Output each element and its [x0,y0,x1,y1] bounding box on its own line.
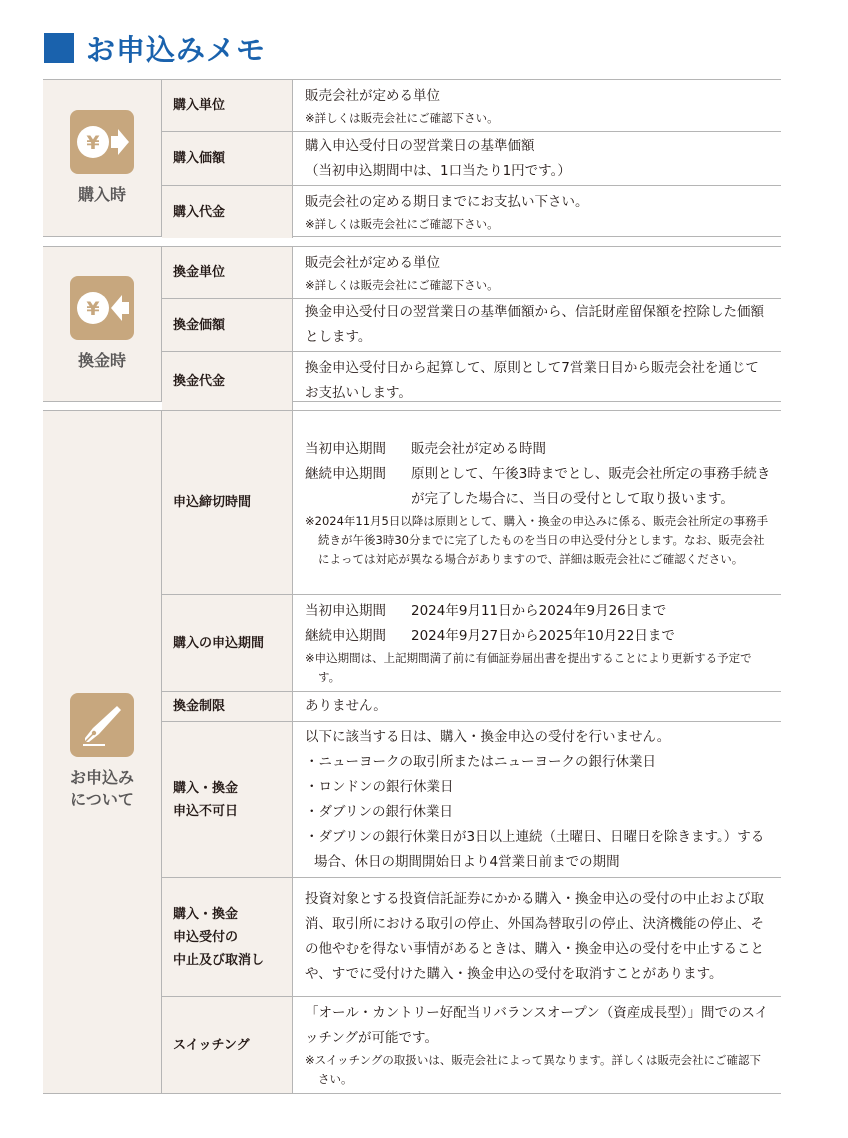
row-label-redemption-limit: 換金制限 [162,692,293,721]
row-label-switching: スイッチング [162,997,293,1093]
row-content [293,186,781,238]
row-label-redemption-price: 換金価額 [162,299,293,351]
row-label-purchase-unit: 購入単位 [162,80,293,131]
content-note: ※2024年11月5日以降は原則として、購入・換金の申込みに係る、販売会社所定の事務手続きが午後3時30分までに完了したものを当日の申込受付分とします。なお、販売会社によっては対応が異なる場合がありますので、詳細は販売会社にご確認ください。 [305,513,769,566]
row-content [293,692,781,721]
period-line [305,437,771,462]
table-row [162,877,781,996]
period-label: 当初申込期間 [305,603,386,620]
yen-arrow-right-icon [70,110,134,174]
row-content [293,411,781,594]
page-header [44,28,266,68]
row-label-purchase-payment: 購入代金 [162,186,293,238]
row-content [293,722,781,877]
row-content [293,132,781,185]
content-text: ありません。 [305,698,387,715]
content-text: 販売会社が定める単位 [305,254,440,271]
content-text: 以下に該当する日は、購入・換金申込の受付を行いません。 [305,728,671,745]
period-line [305,599,771,624]
table-row [162,131,781,185]
content-note: ※詳しくは販売会社にご確認下さい。 [305,110,499,125]
row-label-application-period: 購入の申込期間 [162,595,293,691]
table-row [162,691,781,721]
application-section [43,410,781,1094]
content-text: 換金申込受付日から起算して、原則として7営業日目から販売会社を通じてお支払いします。 [305,360,759,401]
period-label: 当初申込期間 [305,440,386,457]
svg-text:¥: ¥ [86,132,100,154]
period-label: 継続申込期間 [305,628,386,645]
row-content [293,80,781,131]
table-row [162,80,781,131]
purchase-section-label: 購入時 [77,185,126,204]
content-text: 販売会社が定める単位 [305,87,440,104]
content-note: ※詳しくは販売会社にご確認下さい。 [305,277,499,292]
row-content [293,997,781,1093]
content-text: 販売会社の定める期日までにお支払い下さい。 [305,194,589,210]
row-label-redemption-payment: 換金代金 [162,352,293,410]
redemption-section-label: 換金時 [77,351,126,370]
list-item: ・ロンドンの銀行休業日 [305,778,454,795]
application-section-header [43,411,162,1093]
content-note: ※スイッチングの取扱いは、販売会社によって異なります。詳しくは販売会社にご確認下さい。 [305,1053,761,1086]
content-text: 換金申込受付日の翌営業日の基準価額から、信託財産留保額を控除した価額とします。 [305,304,764,345]
page-title: お申込みメモ [86,32,267,67]
table-row [162,594,781,691]
purchase-rows [162,80,781,236]
purchase-section-header [43,80,162,236]
row-label-deadline: 申込締切時間 [162,411,293,594]
row-label-cancellation: 購入・換金 申込受付の 中止及び取消し [162,878,293,996]
purchase-section [43,79,781,237]
redemption-rows [162,247,781,401]
period-text: 2024年9月11日から2024年9月26日まで [411,603,667,620]
svg-text:¥: ¥ [86,298,100,320]
fountain-pen-icon [70,693,134,757]
period-text: 2024年9月27日から2025年10月22日まで [411,628,675,645]
redemption-section [43,246,781,402]
row-content [293,299,781,351]
period-label: 継続申込期間 [305,465,386,482]
period-line [305,462,771,512]
period-text: 原則として、午後3時までとし、販売会社所定の事務手続きが完了した場合に、当日の受付として取り扱います。 [411,465,771,507]
row-label-redemption-unit: 換金単位 [162,247,293,298]
list-item: ・ダブリンの銀行休業日が3日以上連続（土曜日、日曜日を除きます。）する場合、休日の期間開始日より4営業日前までの期間 [305,828,765,870]
table-row [162,351,781,410]
redemption-section-header [43,247,162,401]
content-text: 投資対象とする投資信託証券にかかる購入・換金申込の受付の中止および取消、取引所における取引の停止、外国為替取引の停止、決済機能の停止、その他やむを得ない事情があるときは、購入・換金申込の受付を中止することや、すでに受付けた購入・換金申込の受付を取消すことがあります。 [305,891,764,983]
row-content [293,595,781,691]
table-row [162,411,781,594]
application-section-label: お申込み について [69,768,134,809]
table-row [162,996,781,1093]
row-content [293,247,781,298]
yen-arrow-left-icon [70,276,134,340]
content-note: ※申込期間は、上記期間満了前に有価証券届出書を提出することにより更新する予定です。 [305,651,752,685]
table-row [162,185,781,238]
content-text: 購入申込受付日の翌営業日の基準価額 [305,137,535,154]
list-item: ・ダブリンの銀行休業日 [305,803,453,820]
table-row [162,298,781,351]
list-item: ・ニューヨークの取引所またはニューヨークの銀行休業日 [305,753,656,770]
row-label-unavailable-days: 購入・換金 申込不可日 [162,722,293,877]
row-label-purchase-price: 購入価額 [162,132,293,185]
table-row [162,721,781,877]
application-rows [162,411,781,1093]
period-line [305,624,771,649]
table-row [162,247,781,298]
period-text: 販売会社が定める時間 [411,440,546,457]
content-note: ※詳しくは販売会社にご確認下さい。 [305,217,499,231]
content-text: （当初申込期間中は、1口当たり1円です。） [305,162,571,179]
row-content [293,878,781,996]
content-text: 「オール・カントリー好配当リバランスオープン（資産成長型）」間でのスイッチングが可能です。 [305,1005,769,1046]
title-marker [44,33,74,63]
row-content [293,352,781,410]
